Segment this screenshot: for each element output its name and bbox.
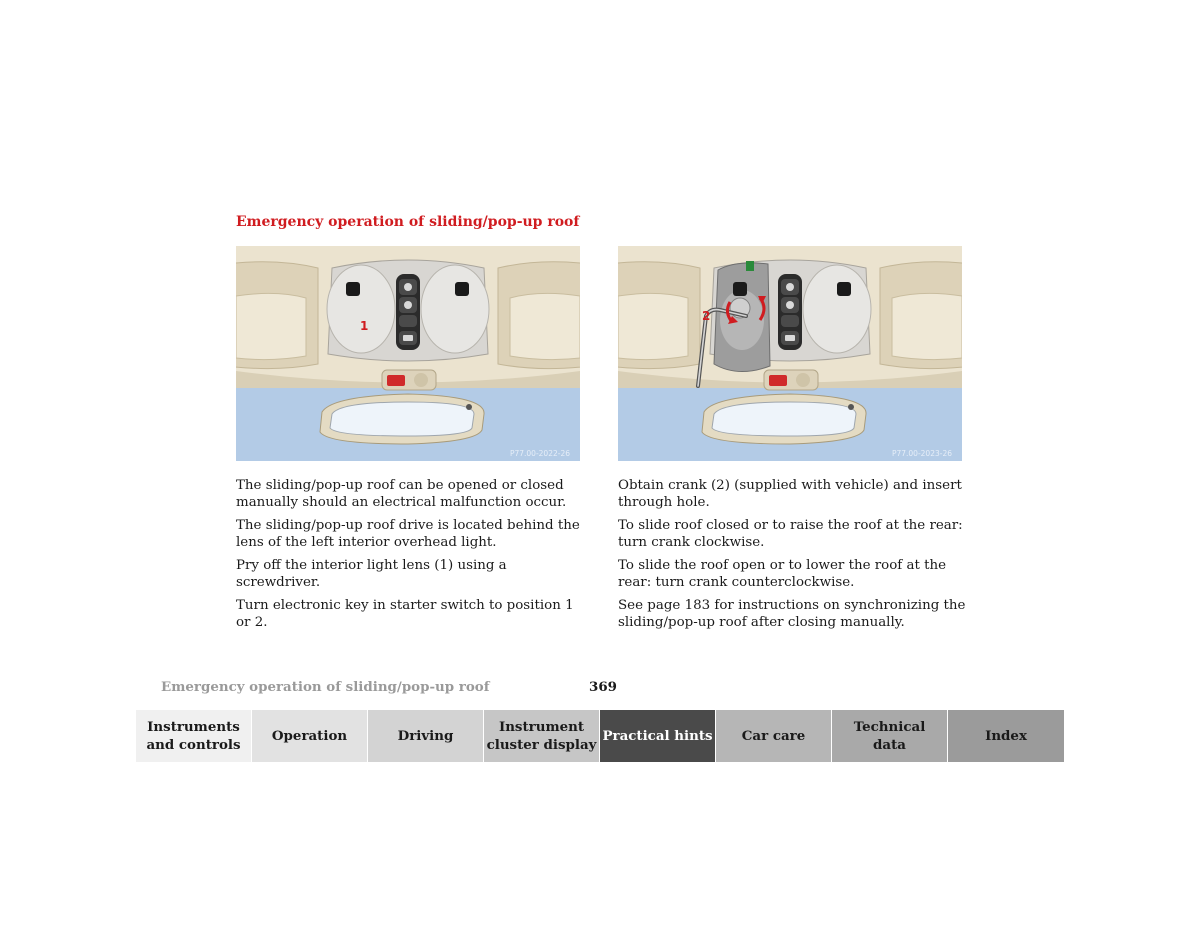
running-footer-title: Emergency operation of sliding/pop-up roof [161,679,490,695]
paragraph: To slide roof closed or to raise the roof at the rear: turn crank clockwise. [618,518,963,550]
chapter-tab-bar [136,710,1064,762]
tab-label: Index [985,728,1027,744]
crank-insertion-figure [618,246,962,461]
tab-label: Car care [741,728,806,744]
paragraph: Obtain crank (2) (supplied with vehicle) and insert through hole. [618,478,962,510]
tab-driving[interactable] [368,710,484,762]
tab-car-care[interactable] [716,710,832,762]
paragraph: Pry off the interior light lens (1) using a screwdriver. [236,558,507,590]
page-number: 369 [589,679,617,695]
section-heading: Emergency operation of sliding/pop-up roof [236,214,580,230]
tab-instrument-cluster-display[interactable] [484,710,600,762]
paragraph: To slide the roof open or to lower the roof at the rear: turn crank counterclockwise. [618,558,947,590]
crank-insertion-illustration [618,246,962,461]
tab-label: Operation [271,728,348,744]
tab-label: Instrument cluster display [486,719,597,753]
tab-label: Technical data [853,719,926,753]
paragraph: The sliding/pop-up roof drive is located behind the lens of the left interior overhead light. [236,518,580,550]
tab-practical-hints[interactable] [600,710,716,762]
figure-code: P77.00-2023-26 [891,449,952,458]
callout-1: 1 [360,319,369,333]
right-text-column [618,477,968,637]
figure-code: P77.00-2022-26 [509,449,570,458]
tab-operation[interactable] [252,710,368,762]
tab-technical-data[interactable] [832,710,948,762]
tab-label: Practical hints [602,728,713,744]
tab-index[interactable] [948,710,1064,762]
tab-instruments-and-controls[interactable] [136,710,252,762]
paragraph: Turn electronic key in starter switch to position 1 or 2. [236,598,574,630]
callout-2: 2 [702,309,711,323]
overhead-console-illustration [236,246,580,461]
paragraph: The sliding/pop-up roof can be opened or closed manually should an electrical malfunction occur. [236,478,567,510]
tab-label: Instruments and controls [146,719,241,753]
paragraph: See page 183 for instructions on synchronizing the sliding/pop-up roof after closing manually. [618,598,966,630]
overhead-console-figure [236,246,580,461]
tab-label: Driving [397,728,454,744]
left-text-column [236,477,586,637]
